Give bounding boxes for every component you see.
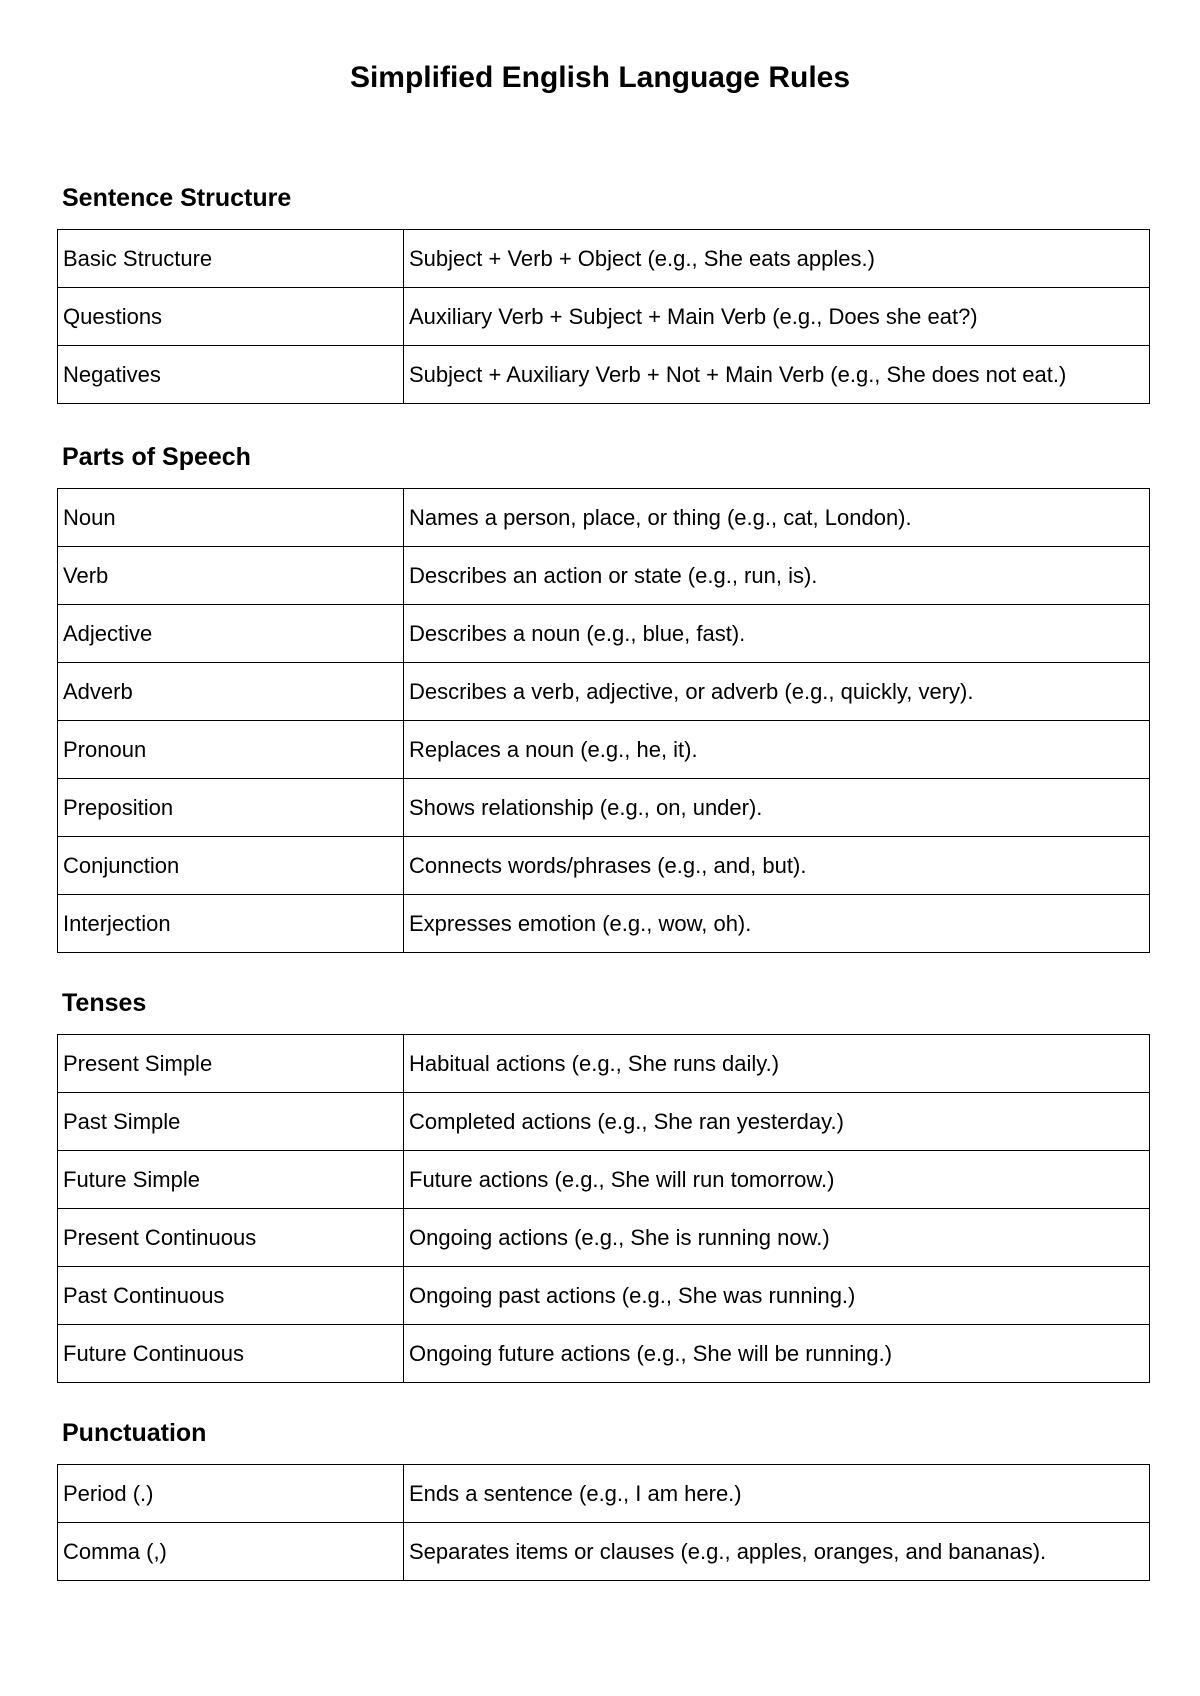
rule-term: Adjective (58, 605, 404, 663)
table-row (58, 1035, 1150, 1093)
table-row (58, 779, 1150, 837)
table-row (58, 1465, 1150, 1523)
rule-description: Completed actions (e.g., She ran yesterday.) (404, 1093, 1150, 1151)
page-title: Simplified English Language Rules (349, 61, 851, 94)
rule-term: Noun (58, 489, 404, 547)
table-row (58, 1151, 1150, 1209)
rule-description: Describes a noun (e.g., blue, fast). (404, 605, 1150, 663)
rule-term: Past Simple (58, 1093, 404, 1151)
rule-term: Future Simple (58, 1151, 404, 1209)
section-heading-punctuation: Punctuation (62, 1419, 207, 1447)
table-punctuation (57, 1464, 1150, 1581)
table-row (58, 1325, 1150, 1383)
table-row (58, 230, 1150, 288)
rule-description: Ends a sentence (e.g., I am here.) (404, 1465, 1150, 1523)
rule-description: Connects words/phrases (e.g., and, but). (404, 837, 1150, 895)
rule-description: Expresses emotion (e.g., wow, oh). (404, 895, 1150, 953)
rule-description: Names a person, place, or thing (e.g., cat, London). (404, 489, 1150, 547)
rule-description: Separates items or clauses (e.g., apples, oranges, and bananas). (404, 1523, 1150, 1581)
rule-description: Future actions (e.g., She will run tomorrow.) (404, 1151, 1150, 1209)
table-row (58, 837, 1150, 895)
table-row (58, 288, 1150, 346)
table-row (58, 346, 1150, 404)
rule-term: Negatives (58, 346, 404, 404)
rule-term: Future Continuous (58, 1325, 404, 1383)
table-row (58, 663, 1150, 721)
rule-term: Past Continuous (58, 1267, 404, 1325)
rule-term: Present Continuous (58, 1209, 404, 1267)
section-heading-tenses: Tenses (62, 989, 147, 1017)
table-row (58, 605, 1150, 663)
rule-description: Ongoing actions (e.g., She is running now.) (404, 1209, 1150, 1267)
rule-description: Shows relationship (e.g., on, under). (404, 779, 1150, 837)
rule-term: Questions (58, 288, 404, 346)
rule-description: Describes a verb, adjective, or adverb (e.g., quickly, very). (404, 663, 1150, 721)
rule-term: Conjunction (58, 837, 404, 895)
rule-description: Habitual actions (e.g., She runs daily.) (404, 1035, 1150, 1093)
rule-term: Period (.) (58, 1465, 404, 1523)
rule-term: Basic Structure (58, 230, 404, 288)
table-row (58, 721, 1150, 779)
section-heading-parts-of-speech: Parts of Speech (62, 443, 251, 471)
rule-term: Pronoun (58, 721, 404, 779)
table-row (58, 1209, 1150, 1267)
table-row (58, 895, 1150, 953)
rule-term: Comma (,) (58, 1523, 404, 1581)
rule-description: Ongoing past actions (e.g., She was running.) (404, 1267, 1150, 1325)
table-row (58, 489, 1150, 547)
rule-term: Present Simple (58, 1035, 404, 1093)
rule-term: Verb (58, 547, 404, 605)
table-sentence-structure (57, 229, 1150, 404)
table-tenses (57, 1034, 1150, 1383)
table-row (58, 1093, 1150, 1151)
table-parts-of-speech (57, 488, 1150, 953)
rule-term: Interjection (58, 895, 404, 953)
rule-term: Preposition (58, 779, 404, 837)
rule-description: Replaces a noun (e.g., he, it). (404, 721, 1150, 779)
table-row (58, 547, 1150, 605)
rule-description: Describes an action or state (e.g., run, is). (404, 547, 1150, 605)
table-row (58, 1523, 1150, 1581)
section-heading-sentence-structure: Sentence Structure (62, 184, 292, 212)
rule-description: Subject + Auxiliary Verb + Not + Main Verb (e.g., She does not eat.) (404, 346, 1150, 404)
rule-description: Subject + Verb + Object (e.g., She eats apples.) (404, 230, 1150, 288)
rule-term: Adverb (58, 663, 404, 721)
rule-description: Auxiliary Verb + Subject + Main Verb (e.g., Does she eat?) (404, 288, 1150, 346)
table-row (58, 1267, 1150, 1325)
rule-description: Ongoing future actions (e.g., She will be running.) (404, 1325, 1150, 1383)
